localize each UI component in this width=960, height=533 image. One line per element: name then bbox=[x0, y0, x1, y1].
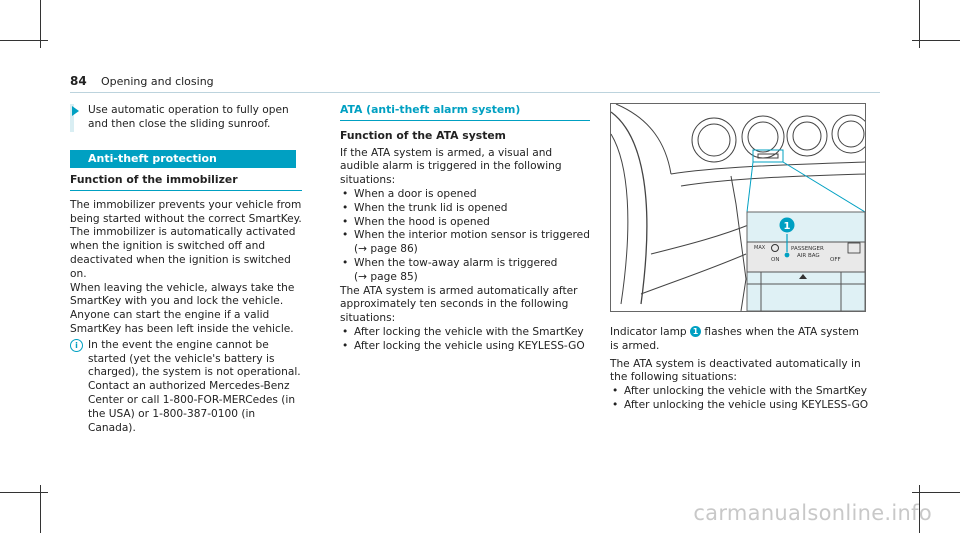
trigger-list bbox=[340, 188, 590, 285]
airbag-label: AIR BAG bbox=[797, 253, 820, 259]
header-divider bbox=[70, 92, 880, 93]
callout-number: 1 bbox=[783, 221, 791, 232]
banner-text: Anti-theft protection bbox=[88, 152, 217, 165]
off-label: OFF bbox=[830, 257, 841, 263]
column-2 bbox=[340, 103, 590, 354]
step-arrow-icon bbox=[72, 106, 79, 116]
page-reference-link[interactable]: (→ page 86) bbox=[354, 243, 418, 256]
crop-mark bbox=[0, 492, 48, 493]
list-item-text: When the interior motion sensor is triggered bbox=[354, 229, 590, 242]
list-item: • After locking the vehicle using KEYLESS-GO bbox=[340, 340, 590, 354]
note-text: In the event the engine cannot be started (yet the vehicle's battery is charged), the system is not operational. Contact an authorized Mercedes-Benz Center or call 1-800-FOR-MERCedes (in the USA) or 1-800-387-0100 (in Canada). bbox=[88, 338, 301, 434]
list-item: • After unlocking the vehicle using KEYLESS-GO bbox=[610, 399, 870, 413]
list-item-text: When the tow-away alarm is triggered bbox=[354, 256, 558, 269]
subheading-immobilizer: Function of the immobilizer bbox=[70, 173, 238, 186]
column-3-text bbox=[610, 326, 870, 413]
indicator-prefix: Indicator lamp bbox=[610, 326, 687, 338]
list-item: • When the hood is opened bbox=[340, 216, 590, 230]
list-item: • When a door is opened bbox=[340, 188, 590, 202]
list-item bbox=[340, 257, 590, 285]
step-text: Use automatic operation to fully open and then close the sliding sunroof. bbox=[88, 104, 289, 130]
paragraph: The immobilizer is automatically activated when the ignition is switched off and deactivated when the ignition is switched on. bbox=[70, 226, 296, 280]
subheading-rule bbox=[70, 190, 302, 191]
callout-number-badge: 1 bbox=[690, 326, 701, 337]
column-1-body bbox=[70, 173, 302, 435]
crop-mark bbox=[912, 40, 960, 41]
section-title: Opening and closing bbox=[101, 75, 214, 88]
page-reference-link[interactable]: (→ page 85) bbox=[354, 270, 418, 283]
watermark-text: carmanualsonline.info bbox=[693, 501, 932, 525]
paragraph: The ATA system is armed automatically after approximately ten seconds in the following situations: bbox=[340, 284, 578, 325]
list-item: • After unlocking the vehicle with the SmartKey bbox=[610, 385, 870, 399]
dashboard-figure bbox=[610, 103, 866, 312]
paragraph: When leaving the vehicle, always take the SmartKey with you and lock the vehicle. Anyone can start the engine if a valid SmartKey has been left inside the vehicle. bbox=[70, 281, 295, 335]
ata-heading: ATA (anti-theft alarm system) bbox=[340, 103, 521, 116]
heading-rule bbox=[340, 120, 590, 121]
deactivate-list bbox=[610, 385, 870, 413]
column-1-top bbox=[70, 104, 302, 132]
indicator-paragraph bbox=[610, 326, 870, 354]
indicator-suffix: flashes when the ATA system is armed. bbox=[610, 326, 859, 352]
list-item: • After locking the vehicle with the SmartKey bbox=[340, 326, 590, 340]
subheading-ata: Function of the ATA system bbox=[340, 128, 506, 142]
paragraph: The ATA system is deactivated automatically in the following situations: bbox=[610, 357, 861, 384]
max-label: MAX bbox=[754, 245, 766, 251]
info-note bbox=[70, 339, 302, 436]
on-label: ON bbox=[771, 257, 780, 263]
section-banner bbox=[70, 150, 296, 168]
dashboard-illustration bbox=[611, 104, 865, 311]
arm-list bbox=[340, 326, 590, 354]
list-item bbox=[340, 229, 590, 257]
step-item bbox=[70, 104, 302, 132]
list-item: • When the trunk lid is opened bbox=[340, 202, 590, 216]
crop-mark bbox=[0, 40, 48, 41]
crop-mark bbox=[912, 492, 960, 493]
passenger-label: PASSENGER bbox=[791, 246, 824, 252]
paragraph: The immobilizer prevents your vehicle from being started without the correct SmartKey. bbox=[70, 198, 302, 225]
page-number: 84 bbox=[70, 74, 87, 88]
info-icon: i bbox=[70, 339, 83, 352]
paragraph: If the ATA system is armed, a visual and audible alarm is triggered in the following situations: bbox=[340, 146, 562, 187]
